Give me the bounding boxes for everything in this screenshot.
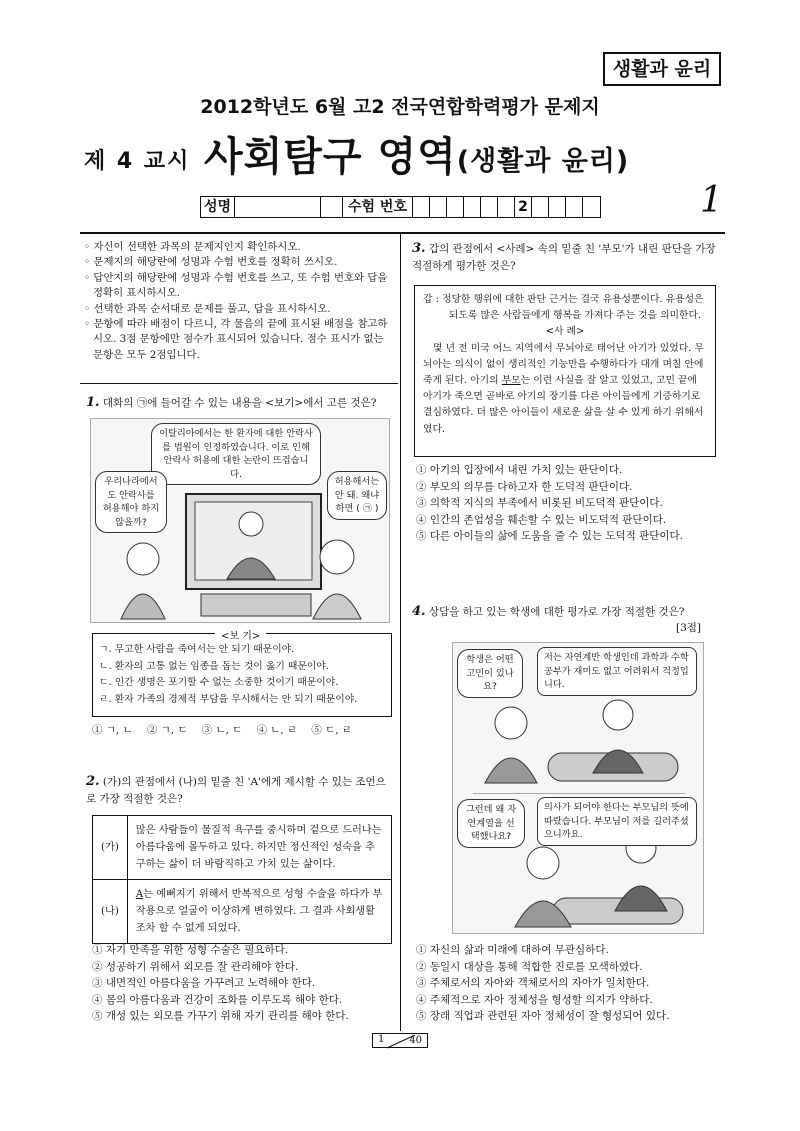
right-student-bubble: 허용해서는 안 돼. 왜냐하면 ( ㉠ ) <box>327 471 387 520</box>
instruction-item: ◦ 선택한 과목 순서대로 문제를 풀고, 답을 표시하시오. <box>84 302 331 315</box>
q2-passage-table <box>92 815 392 944</box>
exam-number-cell[interactable] <box>481 197 498 217</box>
exam-number-cell[interactable] <box>566 197 583 217</box>
name-label: 성명 <box>201 197 235 217</box>
pager-current: 1 <box>378 1034 385 1045</box>
choice-option[interactable]: ④ ㄴ, ㄹ <box>256 724 298 736</box>
bogi-item: ㄴ. 환자의 고통 없는 임종을 돕는 것이 옳기 때문이야. <box>99 660 329 672</box>
q1-choices <box>92 722 392 739</box>
choice-option[interactable]: ② 동일시 대상을 통해 적합한 진로를 모색하였다. <box>416 960 643 973</box>
choice-option[interactable]: ① 아기의 입장에서 내린 가치 있는 판단이다. <box>416 464 623 476</box>
choice-option[interactable]: ④ 인간의 존엄성을 훼손할 수 있는 비도덕적 판단이다. <box>416 513 667 526</box>
q2-stem <box>86 773 392 808</box>
choice-option[interactable]: ② 성공하기 위해서 외모를 잘 관리해야 한다. <box>92 960 299 973</box>
choice-option[interactable]: ③ ㄴ, ㄷ <box>201 724 243 736</box>
exam-number-cell[interactable] <box>498 197 515 217</box>
choice-option[interactable]: ① ㄱ, ㄴ <box>92 724 133 736</box>
instruction-item: ◦ 문제지의 해당란에 성명과 수험 번호를 정확히 쓰시오. <box>84 256 338 269</box>
exam-number-label: 수험 번호 <box>343 197 413 217</box>
instructions-rule <box>80 383 398 384</box>
tv-speech-bubble: 이탈리아에서는 한 환자에 대한 안락사를 법원이 인정하였습니다. 이로 인해 안락사 허용에 대한 논란이 뜨겁습니다. <box>151 423 321 485</box>
q4-text: 상담을 하고 있는 학생에 대한 평가로 가장 적절한 것은? <box>428 606 685 618</box>
choice-option[interactable]: ③ 주체로서의 자아와 객체로서의 자아가 일치한다. <box>416 977 650 990</box>
q3-passage-box <box>414 285 716 457</box>
choice-option[interactable]: ④ 주체적으로 자아 정체성을 형성할 의지가 약하다. <box>416 993 653 1006</box>
bogi-item: ㄹ. 환자 가족의 경제적 부담을 무시해서는 안 되기 때문이야. <box>99 693 358 705</box>
q3-gap-statement: 갑 : 정당한 행위에 대한 판단 근거는 결국 유용성뿐이다. 유용성은 되도록 많은 사람들에게 행복을 가져다 주는 것을 의미한다. <box>423 294 704 322</box>
choice-option[interactable]: ① 자기 만족을 위한 성형 수술은 필요하다. <box>92 944 289 956</box>
q2-text: (가)의 관점에서 (나)의 밑줄 친 'A'에게 제시할 수 있는 조언으로 가장 적절한 것은? <box>86 776 386 805</box>
q4-choices <box>416 942 718 1025</box>
q3-choices <box>416 462 718 545</box>
choice-option[interactable]: ③ 내면적인 아름다움을 가꾸려고 노력해야 한다. <box>92 977 316 990</box>
exam-number-cell[interactable] <box>464 197 481 217</box>
exam-title: 2012학년도 6월 고2 전국연합학력평가 문제지 <box>200 96 600 118</box>
area-title <box>204 125 629 182</box>
bogi-item: ㄱ. 무고한 사람을 죽여서는 안 되기 때문이야. <box>99 644 295 655</box>
choice-option[interactable]: ⑤ 장래 직업과 관련된 자아 정체성이 잘 형성되어 있다. <box>416 1010 670 1023</box>
q4-illustration <box>452 642 704 934</box>
q3-case-before: 몇 년 전 미국 어느 지역에서 무뇌아로 태어난 아기가 있었다. 무뇌아는 의식이 없이 생리적인 기능만을 수행하다가 대개 며칠 안에 죽게 된다. 아기의 <box>423 342 704 387</box>
q4-number: 4. <box>412 604 426 619</box>
bogi-item: ㄷ. 인간 생명은 포기할 수 없는 소중한 것이기 때문이야. <box>99 677 339 688</box>
choice-option[interactable]: ① 자신의 삶과 미래에 대하여 무관심하다. <box>416 944 609 956</box>
q3-case-text <box>423 341 707 438</box>
area-title-subject: (생활과 윤리) <box>456 146 630 177</box>
q4-points: [3점] <box>676 622 702 634</box>
instruction-item: ◦ 답안지의 해당란에 성명과 수험 번호를 쓰고, 또 수험 번호와 답을 정확히 표시하시오. <box>84 271 388 300</box>
exam-number-cell[interactable] <box>532 197 549 217</box>
q2-na-label: (나) <box>93 880 128 944</box>
identity-row <box>200 196 601 218</box>
q1-bogi-box <box>92 633 392 717</box>
q1-text: 대화의 ㉠에 들어갈 수 있는 내용을 <보기>에서 고른 것은? <box>102 397 377 409</box>
q1-bogi-title: <보 기> <box>215 627 266 642</box>
exam-number-cell[interactable] <box>430 197 447 217</box>
student-bubble-2: 의사가 되어야 한다는 부모님의 뜻에 따랐습니다. 부모님이 저를 길러주셨으니까요. <box>537 797 697 846</box>
q3-case-title: <사 례> <box>545 326 585 338</box>
q3-underlined-parents: 부모 <box>501 375 521 387</box>
exam-number-cell[interactable] <box>583 197 600 217</box>
counselor-bubble-2: 그런데 왜 자연계열을 선택했나요? <box>457 799 525 848</box>
left-student-bubble: 우리나라에서도 안락사를 허용해야 하지 않을까? <box>95 471 167 533</box>
q2-ga-text: 많은 사람들이 물질적 욕구를 중시하며 겉으로 드러나는 아름다움에 몰두하고 있다. 하지만 정신적인 성숙을 추구하는 삶이 더 바람직하고 가치 있는 삶이다. <box>127 816 391 880</box>
choice-option[interactable]: ② 부모의 의무를 다하고자 한 도덕적 판단이다. <box>416 480 633 493</box>
q2-na-text: 는 예뻐지기 위해서 반복적으로 성형 수술을 하다가 부작용으로 얼굴이 이상하게 변하였다. 그 결과 사회생활조차 할 수 없게 되었다. <box>135 889 383 934</box>
q1-stem <box>86 394 392 412</box>
instruction-item: ◦ 문항에 따라 배점이 다르니, 각 물음의 끝에 표시된 배점을 참고하시오. 3점 문항에만 점수가 표시되어 있습니다. 점수 표시가 없는 문항은 모두 2점입니다. <box>84 318 388 361</box>
header-rule <box>80 232 725 234</box>
q2-number: 2. <box>86 774 100 789</box>
instruction-item: ◦ 자신이 선택한 과목의 문제지인지 확인하시오. <box>84 241 301 253</box>
pager-total: 40 <box>409 1035 422 1046</box>
choice-option[interactable]: ② ㄱ, ㄷ <box>146 724 188 736</box>
q3-text: 갑의 관점에서 <사례> 속의 밑줄 친 '부모'가 내린 판단을 가장 적절하게 평가한 것은? <box>412 243 716 272</box>
area-title-main: 사회탐구 영역 <box>204 134 457 180</box>
column-divider <box>400 234 401 1031</box>
exam-number-cell[interactable]: 2 <box>515 197 532 217</box>
choice-option[interactable]: ⑤ ㄷ, ㄹ <box>311 724 353 736</box>
exam-number-cell[interactable] <box>549 197 566 217</box>
exam-number-cell[interactable] <box>447 197 464 217</box>
q3-number: 3. <box>412 241 426 256</box>
student-bubble-1: 저는 자연계반 학생인데 과학과 수학 공부가 재미도 없고 어려워서 걱정입니다. <box>537 647 697 696</box>
id-spacer <box>321 197 343 217</box>
q3-case-after: 는 이런 사실을 잘 알고 있었고, 고민 끝에 아기가 죽으면 곧바로 아기의 장기를 다른 아이들에게 기증하기로 결심하였다. 더 많은 아이들이 새로운 삶을 살 수 있게 하기 위해서였다. <box>423 375 704 435</box>
page-number: 1 <box>700 180 723 221</box>
q4-stem <box>412 603 718 621</box>
q2-ga-label: (가) <box>93 816 128 880</box>
counselor-bubble-1: 학생은 어떤 고민이 있나요? <box>457 649 523 698</box>
q2-choices <box>92 942 392 1025</box>
q2-underlined-a: A <box>135 889 144 900</box>
q3-stem <box>412 240 718 275</box>
choice-option[interactable]: ④ 몸의 아름다움과 건강이 조화를 이루도록 해야 한다. <box>92 993 343 1006</box>
choice-option[interactable]: ⑤ 개성 있는 외모를 가꾸기 위해 자기 관리를 해야 한다. <box>92 1010 349 1023</box>
exam-period: 제 4 교시 <box>84 149 191 174</box>
name-field[interactable] <box>235 197 321 217</box>
q2-na-cell <box>127 880 391 944</box>
instructions-list <box>84 240 390 363</box>
choice-option[interactable]: ③ 의학적 지식의 부족에서 비롯된 비도덕적 판단이다. <box>416 497 663 510</box>
page-counter <box>372 1033 428 1048</box>
exam-number-cell[interactable] <box>413 197 430 217</box>
q1-number: 1. <box>86 395 100 410</box>
choice-option[interactable]: ⑤ 다른 아이들의 삶에 도움을 줄 수 있는 도덕적 판단이다. <box>416 530 684 543</box>
subject-label-box: 생활과 윤리 <box>603 52 721 86</box>
q1-illustration <box>90 418 390 623</box>
